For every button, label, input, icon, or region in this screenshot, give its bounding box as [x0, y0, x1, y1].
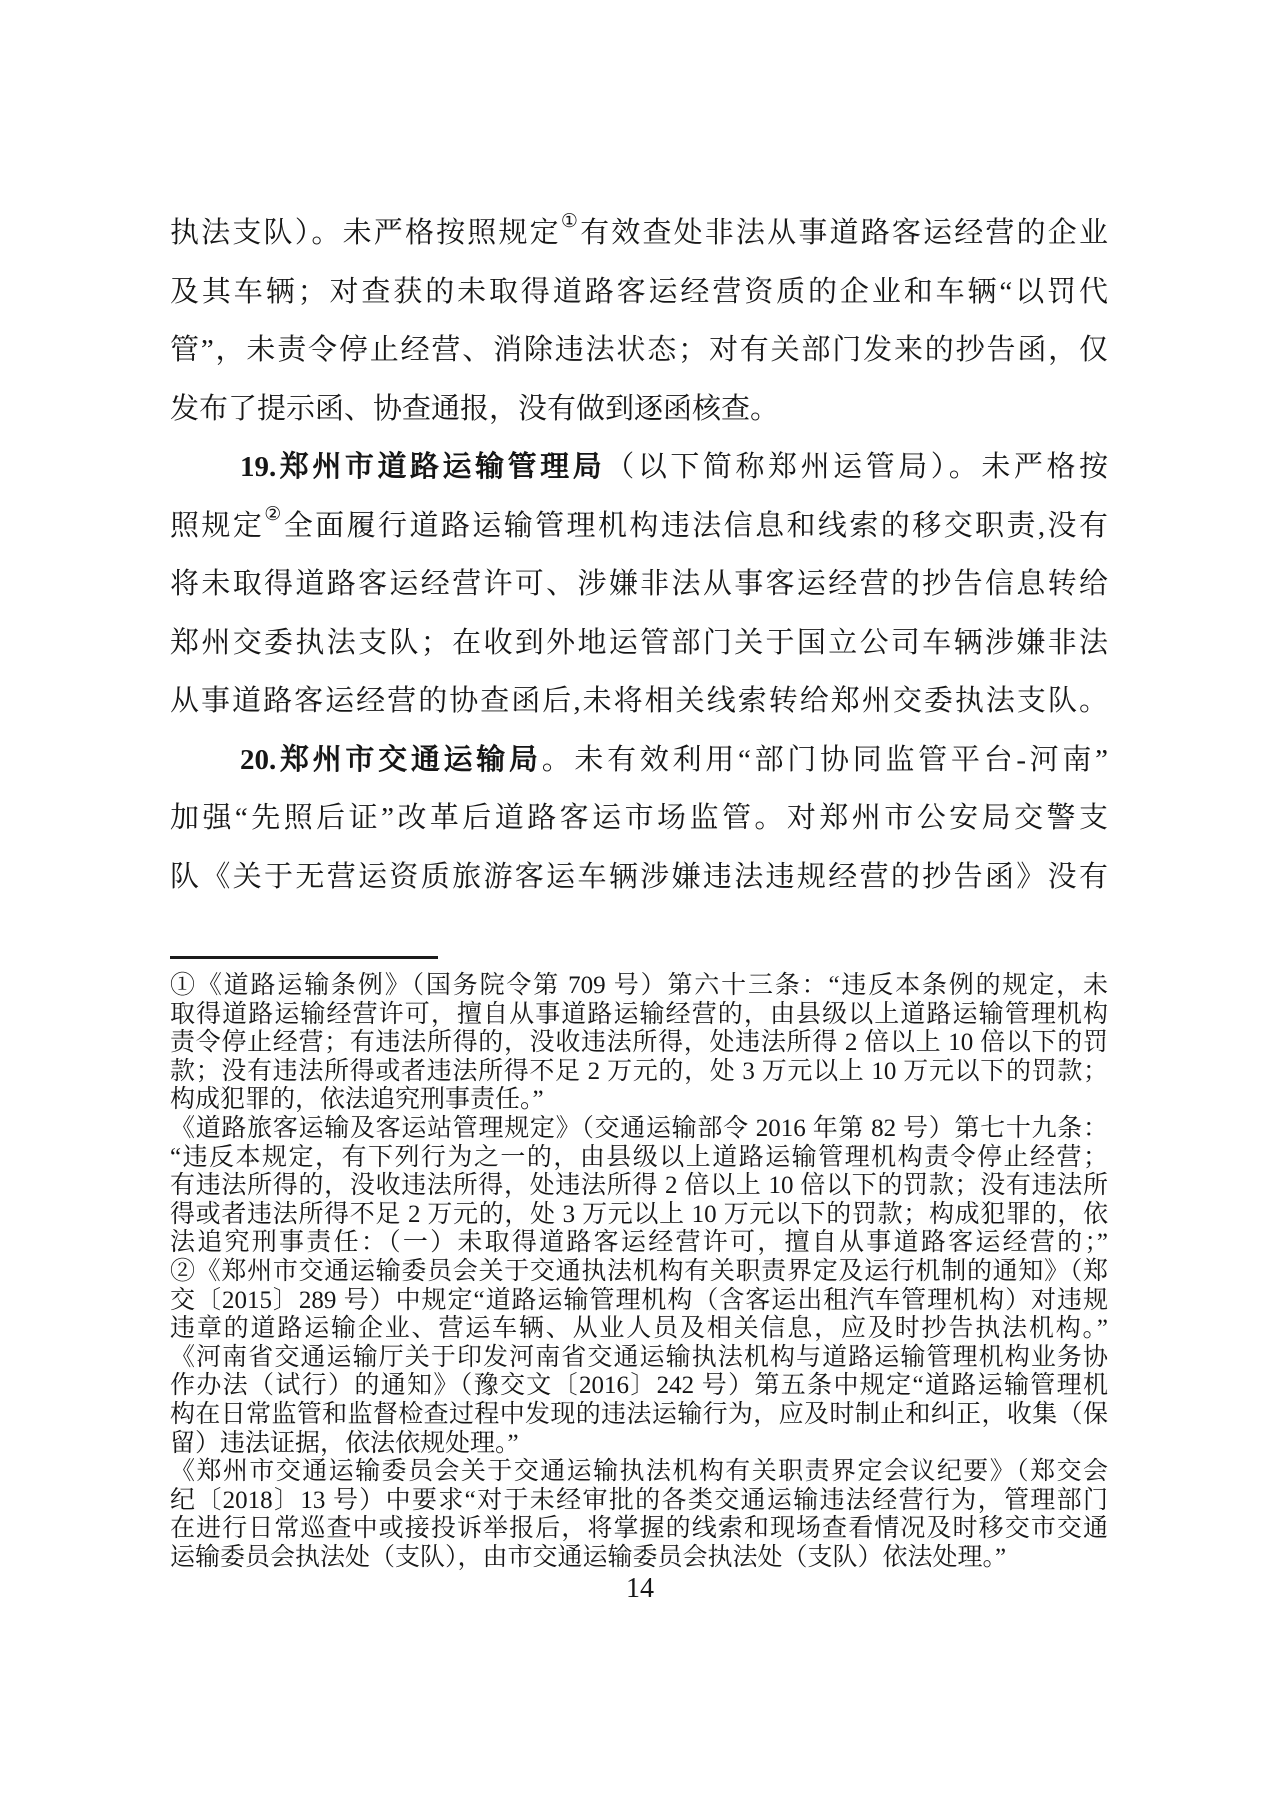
footnote-line: 责令停止经营；有违法所得的，没收违法所得，处违法所得 2 倍以上 10 倍以下的罚: [170, 1029, 1108, 1057]
footnote-line: 构成犯罪的，依法追究刑事责任。”: [170, 1086, 544, 1114]
text-run: 发布了提示函、协查通报，没有做到逐函核查。: [170, 392, 780, 425]
section-heading: 19.郑州市道路运输管理局: [240, 451, 606, 483]
text-run: 执法支队）。未严格按照规定: [170, 217, 561, 249]
footnotes: [170, 972, 1108, 1572]
footnote-line: 交〔2015〕289 号）中规定“道路运输管理机构（含客运出租汽车管理机构）对违规: [170, 1286, 1108, 1314]
footnote-line: 《郑州市交通运输委员会关于交通运输执法机构有关职责界定会议纪要》（郑交会: [170, 1458, 1108, 1486]
footnote-line: 作办法（试行）的通知》（豫交文〔2016〕242 号）第五条中规定“道路运输管理机: [170, 1372, 1108, 1400]
footnote-line: 构在日常监管和监督检查过程中发现的违法运输行为，应及时制止和纠正，收集（保: [170, 1400, 1108, 1428]
text-run: 加强“先照后证”改革后道路客运市场监管。对郑州市公安局交警支: [170, 802, 1108, 834]
paragraph: [170, 204, 1108, 438]
body-line: [170, 438, 1108, 497]
text-run: 有效查处非法从事道路客运经营的企业: [580, 217, 1108, 249]
body-line: [170, 321, 1108, 380]
footnote-line: 纪〔2018〕13 号）中要求“对于未经审批的各类交通运输违法经营行为，管理部门: [170, 1486, 1108, 1514]
footnote-line: 法追究刑事责任：（一）未取得道路客运经营许可，擅自从事道路客运经营的；”: [170, 1229, 1108, 1257]
text-run: 郑州交委执法支队；在收到外地运管部门关于国立公司车辆涉嫌非法: [170, 626, 1108, 659]
text-run: 队《关于无营运资质旅游客运车辆涉嫌违法违规经营的抄告函》没有: [170, 860, 1108, 893]
page-number: 14: [626, 1573, 654, 1604]
footnote-line: 《河南省交通运输厅关于印发河南省交通运输执法机构与道路运输管理机构业务协: [170, 1343, 1108, 1371]
footnote-line: 取得道路运输经营许可，擅自从事道路运输经营的，由县级以上道路运输管理机构: [170, 1000, 1108, 1028]
footnote-line: 款；没有违法所得或者违法所得不足 2 万元的，处 3 万元以上 10 万元以下的罚款；: [170, 1057, 1108, 1085]
footnote-line: ②《郑州市交通运输委员会关于交通执法机构有关职责界定及运行机制的通知》（郑: [170, 1257, 1108, 1285]
paragraph: [170, 438, 1108, 731]
body-line: [170, 848, 1108, 907]
footnote-reference-mark: ①: [560, 211, 581, 232]
paragraph: [170, 731, 1108, 907]
text-run: 及其车辆；对查获的未取得道路客运经营资质的企业和车辆“以罚代: [170, 275, 1108, 308]
body-line: [170, 380, 1108, 439]
text-run: 照规定: [170, 509, 265, 542]
footnote-line: 违章的道路运输企业、营运车辆、从业人员及相关信息，应及时抄告执法机构。”: [170, 1315, 1108, 1343]
body-line: [170, 555, 1108, 614]
body-line: [170, 789, 1108, 848]
footnote-line: 运输委员会执法处（支队），由市交通运输委员会执法处（支队）依法处理。”: [170, 1543, 1007, 1571]
text-run: 将未取得道路客运经营许可、涉嫌非法从事客运经营的抄告信息转给: [170, 568, 1108, 600]
text-run: 从事道路客运经营的协查函后,未将相关线索转给郑州交委执法支队。: [170, 685, 1108, 717]
section-heading: 20.郑州市交通运输局: [240, 743, 542, 776]
footnote-line: 《道路旅客运输及客运站管理规定》（交通运输部令 2016 年第 82 号）第七十九条：: [170, 1114, 1108, 1142]
footnote-line: 留）违法证据，依法依规处理。”: [170, 1429, 519, 1457]
body-line: [170, 263, 1108, 322]
body-line: [170, 614, 1108, 673]
body-line: [170, 204, 1108, 263]
body-line: [170, 497, 1108, 556]
text-run: 。未有效利用“部门协同监管平台-河南”: [541, 743, 1108, 776]
footnote-line: “违反本规定，有下列行为之一的，由县级以上道路运输管理机构责令停止经营；: [170, 1143, 1108, 1171]
footnote-line: 有违法所得的，没收违法所得，处违法所得 2 倍以上 10 倍以下的罚款；没有违法所: [170, 1172, 1108, 1200]
document-body: [170, 204, 1108, 906]
text-run: 管”，未责令停止经营、消除违法状态；对有关部门发来的抄告函，仅: [170, 334, 1108, 366]
footnote-reference-mark: ②: [264, 503, 284, 525]
body-line: [170, 672, 1108, 731]
footnote-line: ①《道路运输条例》（国务院令第 709 号）第六十三条：“违反本条例的规定，未: [170, 972, 1108, 999]
text-run: 全面履行道路运输管理机构违法信息和线索的移交职责,没有: [283, 509, 1108, 542]
footnote-line: 得或者违法所得不足 2 万元的，处 3 万元以上 10 万元以下的罚款；构成犯罪的，依: [170, 1200, 1108, 1228]
text-run: （以下简称郑州运管局）。未严格按: [605, 451, 1108, 483]
body-line: [170, 731, 1108, 790]
footnote-separator: [170, 956, 438, 959]
footnote-line: 在进行日常巡查中或接投诉举报后，将掌握的线索和现场查看情况及时移交市交通: [170, 1515, 1108, 1543]
